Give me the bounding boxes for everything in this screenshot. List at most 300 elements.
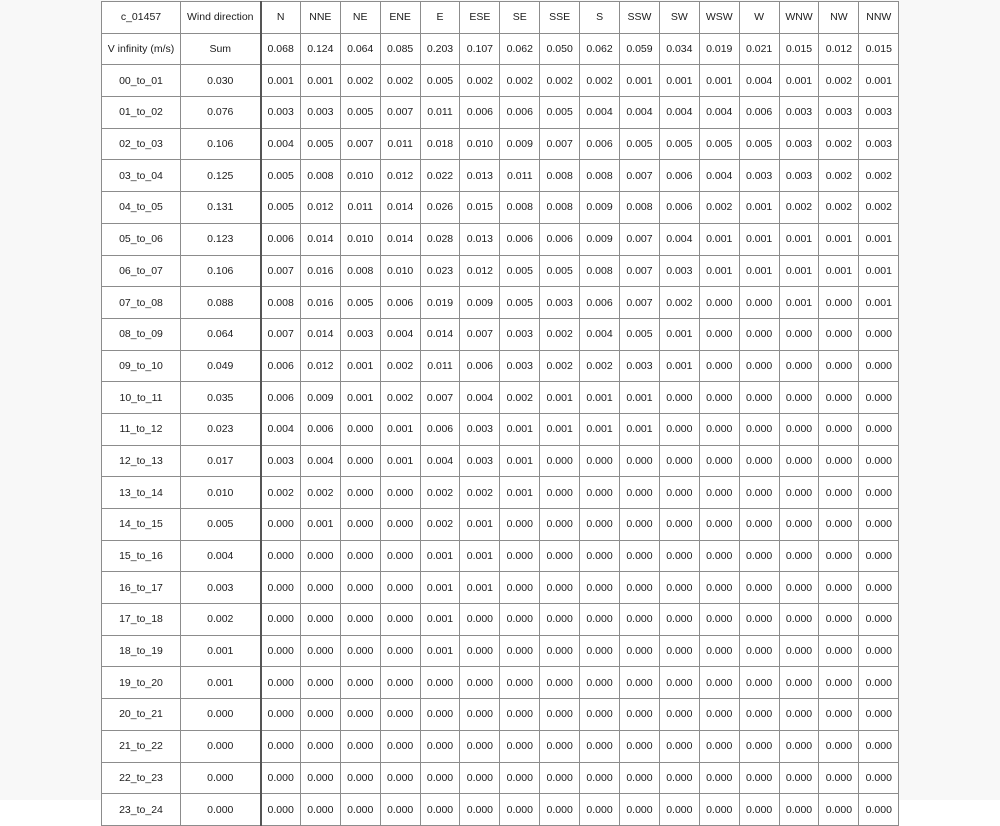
value-cell: 0.008 (340, 255, 380, 287)
value-cell: 0.000 (699, 699, 739, 731)
data-row (102, 160, 899, 192)
value-cell: 0.007 (620, 223, 660, 255)
value-cell: 0.002 (460, 65, 500, 97)
value-cell: 0.000 (580, 794, 620, 826)
value-cell: 0.003 (261, 97, 301, 129)
value-cell: 0.002 (659, 287, 699, 319)
value-cell: 0.001 (300, 65, 340, 97)
value-cell: 0.005 (500, 287, 540, 319)
row-label-cell: 16_to_17 (102, 572, 181, 604)
value-cell: 0.005 (540, 255, 580, 287)
value-cell: 0.011 (340, 192, 380, 224)
value-cell: 0.015 (859, 33, 899, 65)
sum-row (102, 33, 899, 65)
value-cell: 0.000 (699, 477, 739, 509)
value-cell: 0.001 (580, 382, 620, 414)
value-cell: 0.000 (620, 667, 660, 699)
value-cell: 0.000 (500, 762, 540, 794)
direction-header-cell: NE (340, 2, 380, 34)
value-cell: 0.008 (620, 192, 660, 224)
value-cell: 0.001 (699, 65, 739, 97)
value-cell: 0.001 (859, 65, 899, 97)
value-cell: 0.050 (540, 33, 580, 65)
value-cell: 0.006 (739, 97, 779, 129)
value-cell: 0.000 (739, 667, 779, 699)
value-cell: 0.014 (300, 318, 340, 350)
value-cell: 0.000 (699, 794, 739, 826)
row-label-cell: 10_to_11 (102, 382, 181, 414)
row-label-cell: 04_to_05 (102, 192, 181, 224)
direction-header-cell: S (580, 2, 620, 34)
value-cell: 0.007 (620, 160, 660, 192)
value-cell: 0.001 (261, 65, 301, 97)
value-cell: 0.034 (659, 33, 699, 65)
value-cell: 0.001 (659, 65, 699, 97)
row-label-cell: 11_to_12 (102, 413, 181, 445)
row-label-cell: 09_to_10 (102, 350, 181, 382)
row-label-cell: 07_to_08 (102, 287, 181, 319)
value-cell: 0.000 (380, 572, 420, 604)
value-cell: 0.000 (380, 477, 420, 509)
value-cell: 0.000 (659, 730, 699, 762)
value-cell: 0.010 (340, 160, 380, 192)
value-cell: 0.000 (261, 762, 301, 794)
value-cell: 0.001 (739, 223, 779, 255)
value-cell: 0.000 (659, 509, 699, 541)
value-cell: 0.001 (540, 413, 580, 445)
value-cell: 0.000 (420, 667, 460, 699)
value-cell: 0.001 (620, 382, 660, 414)
value-cell: 0.008 (540, 160, 580, 192)
value-cell: 0.004 (659, 97, 699, 129)
value-cell: 0.000 (380, 730, 420, 762)
value-cell: 0.000 (300, 667, 340, 699)
value-cell: 0.002 (540, 318, 580, 350)
value-cell: 0.007 (540, 128, 580, 160)
value-cell: 0.000 (380, 762, 420, 794)
value-cell: 0.000 (739, 477, 779, 509)
value-cell: 0.006 (380, 287, 420, 319)
value-cell: 0.003 (460, 413, 500, 445)
value-cell: 0.000 (659, 762, 699, 794)
value-cell: 0.000 (261, 635, 301, 667)
value-cell: 0.000 (340, 699, 380, 731)
value-cell: 0.000 (340, 572, 380, 604)
value-cell: 0.000 (380, 604, 420, 636)
value-cell: 0.000 (659, 477, 699, 509)
value-cell: 0.000 (500, 509, 540, 541)
data-row (102, 318, 899, 350)
value-cell: 0.007 (261, 318, 301, 350)
value-cell: 0.000 (261, 794, 301, 826)
row-sum-cell: 0.000 (181, 762, 261, 794)
value-cell: 0.000 (620, 572, 660, 604)
value-cell: 0.013 (460, 223, 500, 255)
value-cell: 0.000 (779, 318, 819, 350)
data-row (102, 255, 899, 287)
value-cell: 0.000 (620, 699, 660, 731)
value-cell: 0.000 (580, 762, 620, 794)
value-cell: 0.000 (739, 730, 779, 762)
value-cell: 0.011 (380, 128, 420, 160)
row-sum-cell: 0.035 (181, 382, 261, 414)
value-cell: 0.004 (420, 445, 460, 477)
value-cell: 0.007 (620, 255, 660, 287)
value-cell: 0.011 (420, 350, 460, 382)
value-cell: 0.015 (779, 33, 819, 65)
row-sum-cell: 0.001 (181, 635, 261, 667)
value-cell: 0.000 (779, 762, 819, 794)
value-cell: 0.005 (620, 318, 660, 350)
value-cell: 0.000 (340, 667, 380, 699)
value-cell: 0.003 (620, 350, 660, 382)
value-cell: 0.000 (500, 699, 540, 731)
value-cell: 0.000 (340, 540, 380, 572)
value-cell: 0.009 (580, 192, 620, 224)
value-cell: 0.004 (699, 97, 739, 129)
row-sum-cell: 0.017 (181, 445, 261, 477)
value-cell: 0.019 (420, 287, 460, 319)
value-cell: 0.003 (779, 128, 819, 160)
value-cell: 0.003 (659, 255, 699, 287)
value-cell: 0.005 (300, 128, 340, 160)
row-label-cell: 21_to_22 (102, 730, 181, 762)
value-cell: 0.000 (340, 477, 380, 509)
value-cell: 0.000 (859, 762, 899, 794)
value-cell: 0.002 (540, 65, 580, 97)
value-cell: 0.001 (420, 635, 460, 667)
data-row (102, 445, 899, 477)
value-cell: 0.000 (779, 445, 819, 477)
value-cell: 0.002 (859, 192, 899, 224)
direction-header-cell: WNW (779, 2, 819, 34)
value-cell: 0.001 (859, 223, 899, 255)
value-cell: 0.000 (261, 604, 301, 636)
value-cell: 0.000 (819, 762, 859, 794)
value-cell: 0.000 (380, 509, 420, 541)
value-cell: 0.000 (699, 762, 739, 794)
value-cell: 0.000 (380, 635, 420, 667)
row-sum-cell: 0.125 (181, 160, 261, 192)
value-cell: 0.012 (819, 33, 859, 65)
value-cell: 0.001 (340, 382, 380, 414)
row-label-cell: 08_to_09 (102, 318, 181, 350)
value-cell: 0.000 (659, 445, 699, 477)
value-cell: 0.016 (300, 287, 340, 319)
value-cell: 0.000 (340, 635, 380, 667)
value-cell: 0.000 (859, 477, 899, 509)
value-cell: 0.004 (261, 128, 301, 160)
row-label-cell: 14_to_15 (102, 509, 181, 541)
value-cell: 0.000 (420, 794, 460, 826)
value-cell: 0.000 (739, 699, 779, 731)
value-cell: 0.001 (819, 255, 859, 287)
value-cell: 0.002 (540, 350, 580, 382)
value-cell: 0.001 (699, 223, 739, 255)
value-cell: 0.000 (540, 445, 580, 477)
value-cell: 0.005 (500, 255, 540, 287)
value-cell: 0.000 (739, 604, 779, 636)
value-cell: 0.000 (340, 730, 380, 762)
value-cell: 0.000 (739, 572, 779, 604)
value-cell: 0.000 (659, 382, 699, 414)
value-cell: 0.001 (500, 413, 540, 445)
value-cell: 0.005 (420, 65, 460, 97)
value-cell: 0.000 (819, 350, 859, 382)
value-cell: 0.000 (460, 635, 500, 667)
value-cell: 0.000 (380, 794, 420, 826)
value-cell: 0.062 (580, 33, 620, 65)
value-cell: 0.004 (300, 445, 340, 477)
value-cell: 0.000 (500, 730, 540, 762)
value-cell: 0.000 (859, 382, 899, 414)
value-cell: 0.016 (300, 255, 340, 287)
value-cell: 0.002 (380, 350, 420, 382)
value-cell: 0.002 (580, 65, 620, 97)
value-cell: 0.001 (739, 192, 779, 224)
value-cell: 0.002 (420, 477, 460, 509)
value-cell: 0.000 (620, 730, 660, 762)
value-cell: 0.000 (540, 667, 580, 699)
value-cell: 0.000 (300, 540, 340, 572)
value-cell: 0.002 (261, 477, 301, 509)
data-row (102, 572, 899, 604)
data-row (102, 287, 899, 319)
value-cell: 0.003 (859, 97, 899, 129)
value-cell: 0.000 (500, 540, 540, 572)
value-cell: 0.006 (659, 192, 699, 224)
value-cell: 0.000 (460, 794, 500, 826)
value-cell: 0.000 (580, 699, 620, 731)
value-cell: 0.000 (540, 477, 580, 509)
value-cell: 0.000 (580, 445, 620, 477)
value-cell: 0.000 (500, 794, 540, 826)
value-cell: 0.004 (261, 413, 301, 445)
value-cell: 0.002 (460, 477, 500, 509)
value-cell: 0.000 (580, 572, 620, 604)
value-cell: 0.011 (420, 97, 460, 129)
value-cell: 0.000 (261, 699, 301, 731)
value-cell: 0.003 (779, 97, 819, 129)
value-cell: 0.002 (380, 65, 420, 97)
row-sum-cell: 0.002 (181, 604, 261, 636)
value-cell: 0.005 (340, 287, 380, 319)
row-sum-cell: 0.049 (181, 350, 261, 382)
value-cell: 0.000 (659, 699, 699, 731)
value-cell: 0.000 (859, 604, 899, 636)
value-cell: 0.000 (500, 604, 540, 636)
value-cell: 0.001 (779, 223, 819, 255)
value-cell: 0.008 (580, 255, 620, 287)
value-cell: 0.000 (859, 572, 899, 604)
value-cell: 0.000 (420, 730, 460, 762)
value-cell: 0.006 (580, 287, 620, 319)
value-cell: 0.000 (699, 730, 739, 762)
value-cell: 0.000 (739, 382, 779, 414)
value-cell: 0.000 (859, 509, 899, 541)
value-cell: 0.000 (779, 635, 819, 667)
wind-direction-header-cell: Wind direction (181, 2, 261, 34)
row-label-cell: 05_to_06 (102, 223, 181, 255)
row-sum-cell: 0.064 (181, 318, 261, 350)
value-cell: 0.003 (540, 287, 580, 319)
value-cell: 0.000 (340, 762, 380, 794)
value-cell: 0.000 (620, 477, 660, 509)
table-body (102, 33, 899, 825)
row-label-cell: 00_to_01 (102, 65, 181, 97)
data-row (102, 65, 899, 97)
value-cell: 0.002 (779, 192, 819, 224)
value-cell: 0.000 (300, 730, 340, 762)
value-cell: 0.000 (540, 635, 580, 667)
value-cell: 0.010 (340, 223, 380, 255)
value-cell: 0.000 (819, 318, 859, 350)
value-cell: 0.007 (460, 318, 500, 350)
value-cell: 0.000 (380, 667, 420, 699)
value-cell: 0.000 (620, 604, 660, 636)
value-cell: 0.005 (261, 192, 301, 224)
row-label-cell: 20_to_21 (102, 699, 181, 731)
value-cell: 0.000 (580, 635, 620, 667)
row-sum-cell: 0.001 (181, 667, 261, 699)
value-cell: 0.000 (859, 794, 899, 826)
value-cell: 0.006 (300, 413, 340, 445)
data-row (102, 699, 899, 731)
value-cell: 0.001 (420, 572, 460, 604)
value-cell: 0.000 (859, 667, 899, 699)
value-cell: 0.000 (819, 509, 859, 541)
data-row (102, 540, 899, 572)
value-cell: 0.000 (699, 445, 739, 477)
value-cell: 0.008 (261, 287, 301, 319)
value-cell: 0.000 (779, 509, 819, 541)
value-cell: 0.001 (420, 540, 460, 572)
row-label-cell: V infinity (m/s) (102, 33, 181, 65)
data-row (102, 382, 899, 414)
row-sum-cell: 0.088 (181, 287, 261, 319)
data-row (102, 762, 899, 794)
value-cell: 0.004 (380, 318, 420, 350)
value-cell: 0.000 (300, 635, 340, 667)
value-cell: 0.005 (340, 97, 380, 129)
value-cell: 0.000 (540, 540, 580, 572)
value-cell: 0.002 (340, 65, 380, 97)
value-cell: 0.000 (659, 540, 699, 572)
value-cell: 0.026 (420, 192, 460, 224)
value-cell: 0.000 (739, 762, 779, 794)
value-cell: 0.002 (500, 65, 540, 97)
value-cell: 0.002 (380, 382, 420, 414)
value-cell: 0.000 (620, 635, 660, 667)
value-cell: 0.001 (859, 287, 899, 319)
direction-header-cell: W (739, 2, 779, 34)
row-sum-cell: 0.131 (181, 192, 261, 224)
direction-header-cell: ENE (380, 2, 420, 34)
value-cell: 0.006 (261, 382, 301, 414)
value-cell: 0.010 (460, 128, 500, 160)
value-cell: 0.004 (460, 382, 500, 414)
value-cell: 0.014 (380, 223, 420, 255)
value-cell: 0.000 (659, 667, 699, 699)
value-cell: 0.000 (699, 572, 739, 604)
value-cell: 0.001 (500, 477, 540, 509)
value-cell: 0.012 (460, 255, 500, 287)
value-cell: 0.000 (779, 667, 819, 699)
value-cell: 0.000 (699, 604, 739, 636)
value-cell: 0.001 (460, 572, 500, 604)
value-cell: 0.001 (779, 65, 819, 97)
value-cell: 0.000 (859, 730, 899, 762)
direction-header-cell: SW (659, 2, 699, 34)
value-cell: 0.000 (261, 667, 301, 699)
value-cell: 0.000 (859, 699, 899, 731)
value-cell: 0.000 (540, 730, 580, 762)
value-cell: 0.001 (620, 65, 660, 97)
data-row (102, 413, 899, 445)
corner-header-cell: c_01457 (102, 2, 181, 34)
data-row (102, 223, 899, 255)
value-cell: 0.003 (261, 445, 301, 477)
value-cell: 0.000 (819, 540, 859, 572)
value-cell: 0.005 (699, 128, 739, 160)
value-cell: 0.000 (659, 794, 699, 826)
value-cell: 0.000 (699, 382, 739, 414)
value-cell: 0.014 (420, 318, 460, 350)
data-row (102, 350, 899, 382)
value-cell: 0.000 (620, 509, 660, 541)
value-cell: 0.000 (699, 509, 739, 541)
value-cell: 0.000 (819, 699, 859, 731)
value-cell: 0.001 (380, 413, 420, 445)
value-cell: 0.000 (739, 318, 779, 350)
row-sum-cell: 0.000 (181, 794, 261, 826)
row-label-cell: 22_to_23 (102, 762, 181, 794)
value-cell: 0.014 (300, 223, 340, 255)
data-row (102, 509, 899, 541)
value-cell: 0.002 (699, 192, 739, 224)
value-cell: 0.000 (699, 540, 739, 572)
value-cell: 0.005 (659, 128, 699, 160)
value-cell: 0.000 (620, 445, 660, 477)
value-cell: 0.004 (620, 97, 660, 129)
value-cell: 0.001 (620, 413, 660, 445)
row-label-cell: 17_to_18 (102, 604, 181, 636)
value-cell: 0.000 (739, 350, 779, 382)
value-cell: 0.000 (819, 572, 859, 604)
value-cell: 0.002 (819, 128, 859, 160)
value-cell: 0.007 (380, 97, 420, 129)
value-cell: 0.000 (620, 762, 660, 794)
value-cell: 0.013 (460, 160, 500, 192)
value-cell: 0.000 (779, 477, 819, 509)
value-cell: 0.021 (739, 33, 779, 65)
value-cell: 0.005 (739, 128, 779, 160)
value-cell: 0.002 (500, 382, 540, 414)
value-cell: 0.002 (819, 160, 859, 192)
value-cell: 0.000 (819, 382, 859, 414)
value-cell: 0.006 (580, 128, 620, 160)
row-label-cell: 19_to_20 (102, 667, 181, 699)
data-row (102, 192, 899, 224)
value-cell: 0.000 (540, 794, 580, 826)
value-cell: 0.000 (340, 794, 380, 826)
value-cell: 0.004 (739, 65, 779, 97)
value-cell: 0.006 (460, 97, 500, 129)
row-sum-cell: 0.023 (181, 413, 261, 445)
value-cell: 0.000 (340, 445, 380, 477)
value-cell: 0.000 (779, 382, 819, 414)
header-row (102, 2, 899, 34)
